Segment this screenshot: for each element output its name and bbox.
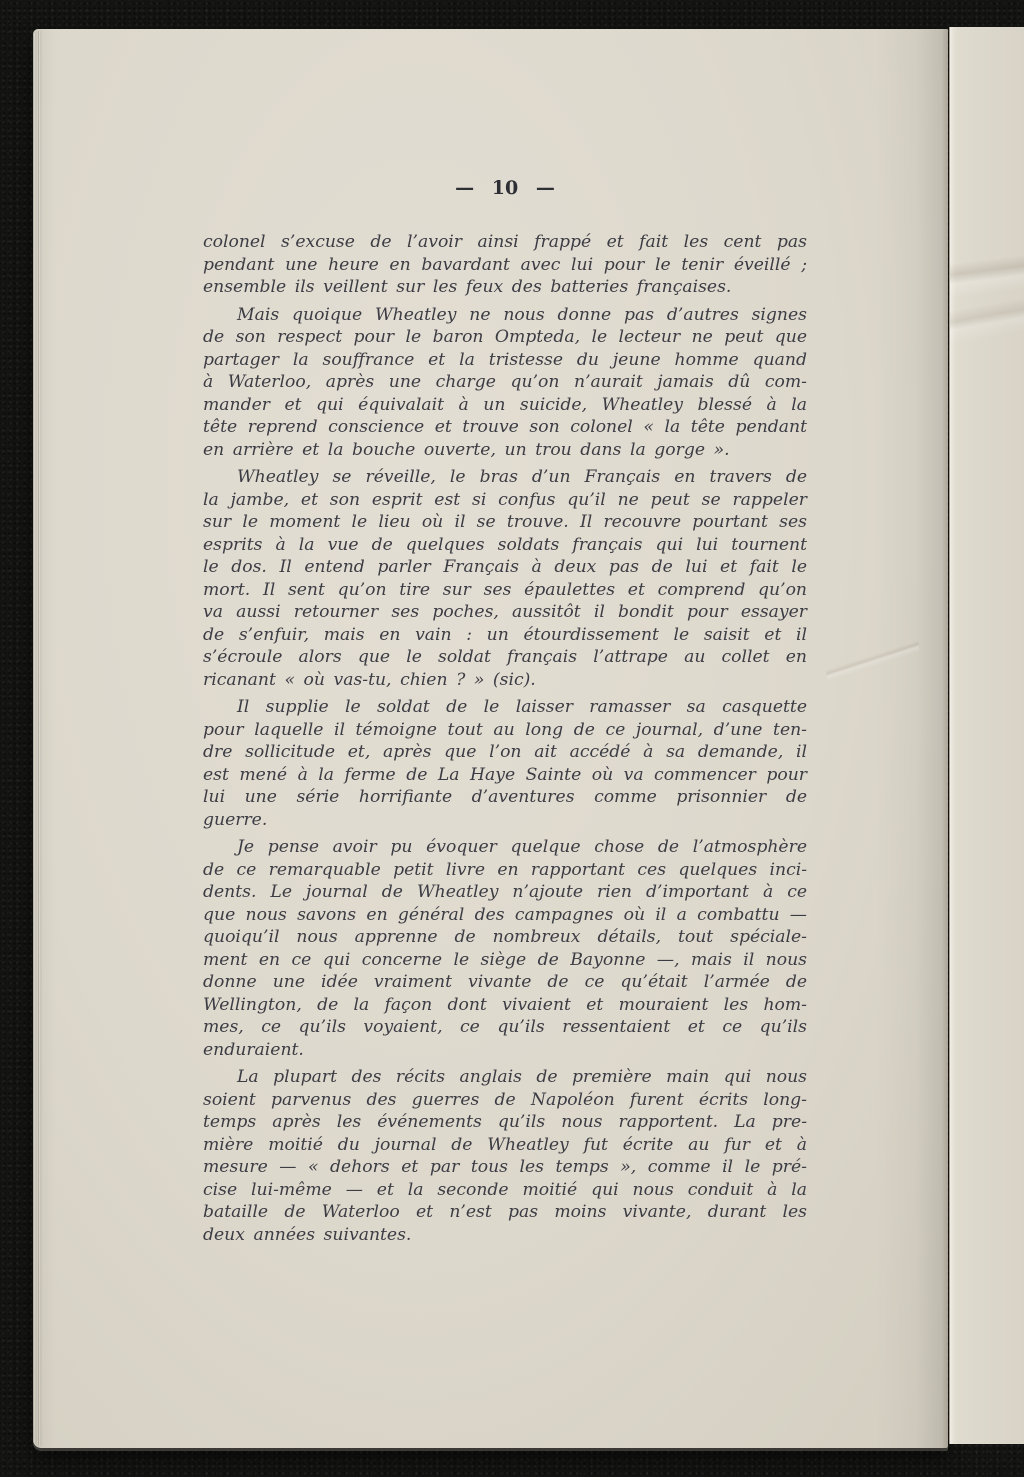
text-line: partager la souffrance et la tristesse du jeune homme quand [203, 349, 807, 370]
text-line: tête reprend conscience et trouve son colonel « la tête pendant [203, 417, 807, 437]
text-line: enduraient. [203, 1039, 304, 1060]
text-line: à Waterloo, après une charge qu’on n’aurait jamais dû com- [203, 372, 807, 392]
text-line: la jambe, et son esprit est si confus qu’il ne peut se rappeler [203, 489, 807, 510]
text-line: est mené à la ferme de La Haye Sainte où va commencer pour [203, 764, 807, 785]
text-line: mander et qui équivalait à un suicide, Wheatley blessé à la [203, 394, 807, 415]
text-line: pendant une heure en bavardant avec lui pour le tenir éveillé ; [203, 254, 807, 275]
text-line: soient parvenus des guerres de Napoléon furent écrits long- [203, 1089, 807, 1110]
text-block [203, 231, 807, 1246]
text-line: mesure — « dehors et par tous les temps », comme il le pré- [203, 1157, 807, 1177]
text-line: Il supplie le soldat de le laisser ramasser sa casquette [237, 697, 807, 717]
text-line: guerre. [203, 809, 268, 830]
text-line: le dos. Il entend parler Français à deux pas de lui et fait le [203, 557, 807, 577]
text-line: mes, ce qu’ils voyaient, ce qu’ils ressentaient et ce qu’ils [203, 1017, 807, 1037]
text-line: va aussi retourner ses poches, aussitôt il bondit pour essayer [203, 602, 807, 622]
text-line: quoiqu’il nous apprenne de nombreux détails, tout spéciale- [203, 927, 807, 947]
text-line: dre sollicitude et, après que l’on ait accédé à sa demande, il [203, 742, 807, 762]
text-line: sur le moment le lieu où il se trouve. Il recouvre pourtant ses [203, 512, 807, 532]
facing-page-edge [949, 27, 1024, 1444]
text-line: temps après les événements qu’ils nous rapportent. La pre- [203, 1112, 807, 1132]
text-line: ensemble ils veillent sur les feux des batteries françaises. [203, 277, 732, 297]
paragraph [203, 231, 807, 299]
text-line: de s’enfuir, mais en vain : un étourdissement le saisit et il [203, 624, 807, 645]
text-line: Mais quoique Wheatley ne nous donne pas d’autres signes [237, 304, 807, 325]
text-line: que nous savons en général des campagnes où il a combattu — [203, 904, 807, 925]
text-line: mière moitié du journal de Wheatley fut écrite au fur et à [203, 1134, 807, 1155]
paragraph [203, 304, 807, 462]
text-line: bataille de Waterloo et n’est pas moins vivante, durant les [203, 1202, 807, 1222]
text-line: ment en ce qui concerne le siège de Bayonne —, mais il nous [203, 949, 807, 970]
paragraph [203, 466, 807, 691]
text-line: en arrière et la bouche ouverte, un trou dans la gorge ». [203, 439, 730, 460]
text-line: pour laquelle il témoigne tout au long de ce journal, d’une ten- [203, 719, 807, 740]
text-line: de ce remarquable petit livre en rapportant ces quelques inci- [203, 859, 807, 880]
text-line: dents. Le journal de Wheatley n’ajoute rien d’important à ce [203, 882, 807, 902]
text-line: La plupart des récits anglais de première main qui nous [237, 1067, 807, 1087]
text-line: Je pense avoir pu évoquer quelque chose de l’atmosphère [237, 837, 807, 857]
text-line: colonel s’excuse de l’avoir ainsi frappé et fait les cent pas [203, 232, 807, 252]
book-page [33, 29, 948, 1448]
text-line: cise lui-même — et la seconde moitié qui nous conduit à la [203, 1179, 807, 1200]
page-number: — 10 — [455, 177, 555, 199]
text-line: donne une idée vraiment vivante de ce qu’était l’armée de [203, 972, 807, 992]
paragraph [203, 696, 807, 831]
text-line: esprits à la vue de quelques soldats français qui lui tournent [203, 534, 807, 555]
text-line: deux années suivantes. [203, 1224, 412, 1245]
text-line: Wheatley se réveille, le bras d’un Français en travers de [237, 467, 807, 487]
text-line: mort. Il sent qu’on tire sur ses épaulettes et comprend qu’on [203, 579, 807, 600]
paragraph [203, 836, 807, 1061]
paragraph [203, 1066, 807, 1246]
text-line: de son respect pour le baron Ompteda, le lecteur ne peut que [203, 327, 807, 347]
text-line: ricanant « où vas-tu, chien ? » (sic). [203, 669, 536, 690]
page-content [203, 176, 807, 1246]
text-line: lui une série horrifiante d’aventures comme prisonnier de [203, 787, 807, 807]
text-line: Wellington, de la façon dont vivaient et mouraient les hom- [203, 994, 807, 1015]
text-line: s’écroule alors que le soldat français l’attrape au collet en [203, 647, 807, 667]
